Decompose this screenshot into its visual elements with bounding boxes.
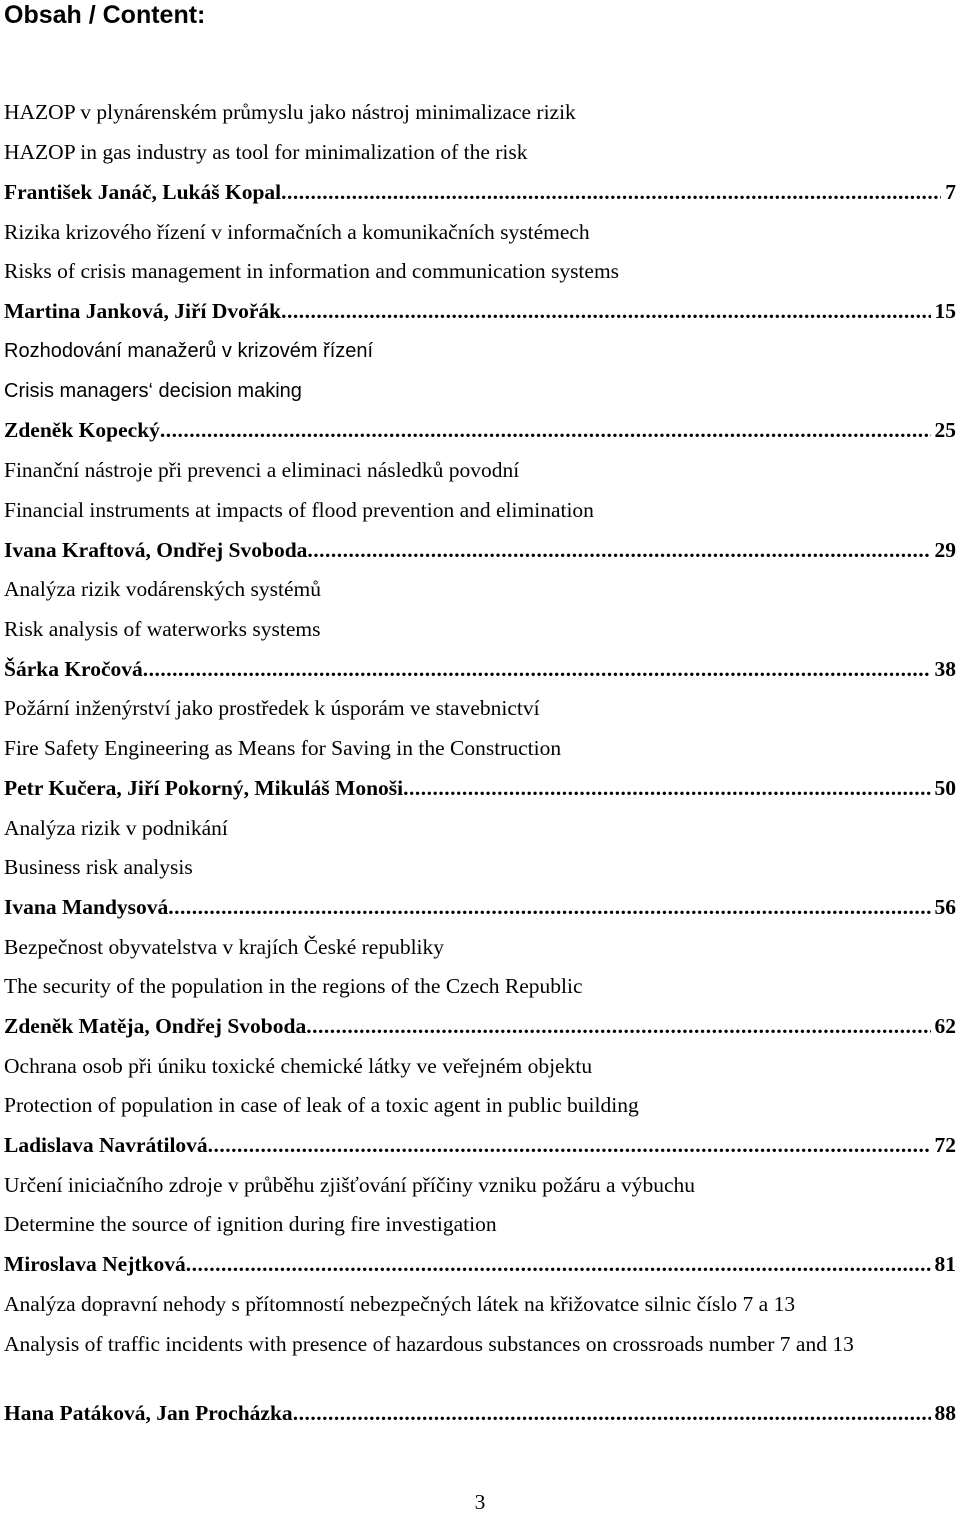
entry-title-cz: Rozhodování manažerů v krizovém řízení: [4, 340, 374, 362]
entry-page-number: 56: [934, 895, 956, 919]
entry-authors: Šárka Kročová: [4, 657, 143, 681]
dot-leader: [403, 774, 930, 802]
dot-leader: [307, 536, 930, 564]
entry-authors-line[interactable]: [4, 1131, 956, 1159]
entry-title-en: The security of the population in the regions of the Czech Republic: [4, 974, 583, 998]
entry-title-cz: Bezpečnost obyvatelstva v krajích České republiky: [4, 935, 445, 959]
entry-title-cz: Analýza rizik vodárenských systémů: [4, 577, 322, 601]
entry-title-cz: Analýza dopravní nehody s přítomností nebezpečných látek na křižovatce silnic číslo 7 a 13: [4, 1292, 796, 1316]
entry-title-en: Risk analysis of waterworks systems: [4, 617, 321, 641]
entry-page-number: 62: [934, 1014, 956, 1038]
entry-title-cz: Určení iniciačního zdroje v průběhu zjišťování příčiny vzniku požáru a výbuchu: [4, 1173, 695, 1197]
entry-authors: Zdeněk Kopecký: [4, 418, 160, 442]
entry-title-en: Protection of population in case of leak of a toxic agent in public building: [4, 1093, 639, 1117]
dot-leader: [208, 1131, 931, 1159]
entry-title-en: Business risk analysis: [4, 855, 193, 879]
dot-leader: [306, 1012, 930, 1040]
page-title: Obsah / Content:: [4, 1, 206, 29]
entry-page-number: 88: [934, 1401, 956, 1425]
entry-page-number: 38: [934, 657, 956, 681]
entry-authors: Ivana Kraftová, Ondřej Svoboda: [4, 538, 308, 562]
entry-authors-line[interactable]: [4, 893, 956, 921]
entry-authors: Miroslava Nejtková: [4, 1252, 186, 1276]
dot-leader: [281, 297, 930, 325]
dot-leader: [143, 655, 931, 683]
entry-title-en: Financial instruments at impacts of flood prevention and elimination: [4, 498, 594, 522]
entry-page-number: 7: [945, 180, 956, 204]
entry-page-number: 25: [934, 418, 956, 442]
entry-page-number: 15: [934, 299, 956, 323]
entry-title-en: Risks of crisis management in information and communication systems: [4, 259, 620, 283]
dot-leader: [168, 893, 930, 921]
entry-authors-line[interactable]: [4, 1012, 956, 1040]
entry-title-en: HAZOP in gas industry as tool for minimalization of the risk: [4, 140, 528, 164]
entry-authors-line[interactable]: [4, 416, 956, 444]
page-number-footer: 3: [474, 1490, 486, 1514]
dot-leader: [160, 416, 931, 444]
entry-title-en: Crisis managers‘ decision making: [4, 380, 302, 402]
entry-authors-line[interactable]: [4, 655, 956, 683]
entry-title-en: Determine the source of ignition during fire investigation: [4, 1212, 497, 1236]
entry-authors-line[interactable]: [4, 1250, 956, 1278]
entry-page-number: 50: [934, 776, 956, 800]
entry-title-cz: Finanční nástroje při prevenci a eliminaci následků povodní: [4, 458, 520, 482]
entry-title-en: Fire Safety Engineering as Means for Saving in the Construction: [4, 736, 562, 760]
entry-authors: Ladislava Navrátilová: [4, 1133, 208, 1157]
entry-page-number: 81: [934, 1252, 956, 1276]
entry-authors-line[interactable]: [4, 297, 956, 325]
entry-authors: Petr Kučera, Jiří Pokorný, Mikuláš Monoši: [4, 776, 404, 800]
entry-title-cz: Ochrana osob při úniku toxické chemické látky ve veřejném objektu: [4, 1054, 593, 1078]
entry-authors: Ivana Mandysová: [4, 895, 169, 919]
dot-leader: [281, 178, 941, 206]
entry-authors-line[interactable]: [4, 178, 956, 206]
entry-title-cz: Rizika krizového řízení v informačních a komunikačních systémech: [4, 220, 590, 244]
entry-authors-line[interactable]: [4, 774, 956, 802]
entry-authors: Zdeněk Matěja, Ondřej Svoboda: [4, 1014, 307, 1038]
entry-page-number: 29: [934, 538, 956, 562]
entry-authors: František Janáč, Lukáš Kopal: [4, 180, 282, 204]
dot-leader: [293, 1399, 931, 1427]
entry-title-cz: HAZOP v plynárenském průmyslu jako nástroj minimalizace rizik: [4, 100, 576, 124]
entry-title-cz: Analýza rizik v podnikání: [4, 816, 228, 840]
entry-title-cz: Požární inženýrství jako prostředek k úsporám ve stavebnictví: [4, 696, 540, 720]
entry-authors: Hana Patáková, Jan Procházka: [4, 1401, 293, 1425]
entry-authors: Martina Janková, Jiří Dvořák: [4, 299, 282, 323]
entry-authors-line[interactable]: [4, 536, 956, 564]
entry-authors-line[interactable]: [4, 1399, 956, 1427]
dot-leader: [186, 1250, 931, 1278]
entry-title-en: Analysis of traffic incidents with presence of hazardous substances on crossroads number 7 and 13: [4, 1332, 854, 1356]
entry-page-number: 72: [934, 1133, 956, 1157]
